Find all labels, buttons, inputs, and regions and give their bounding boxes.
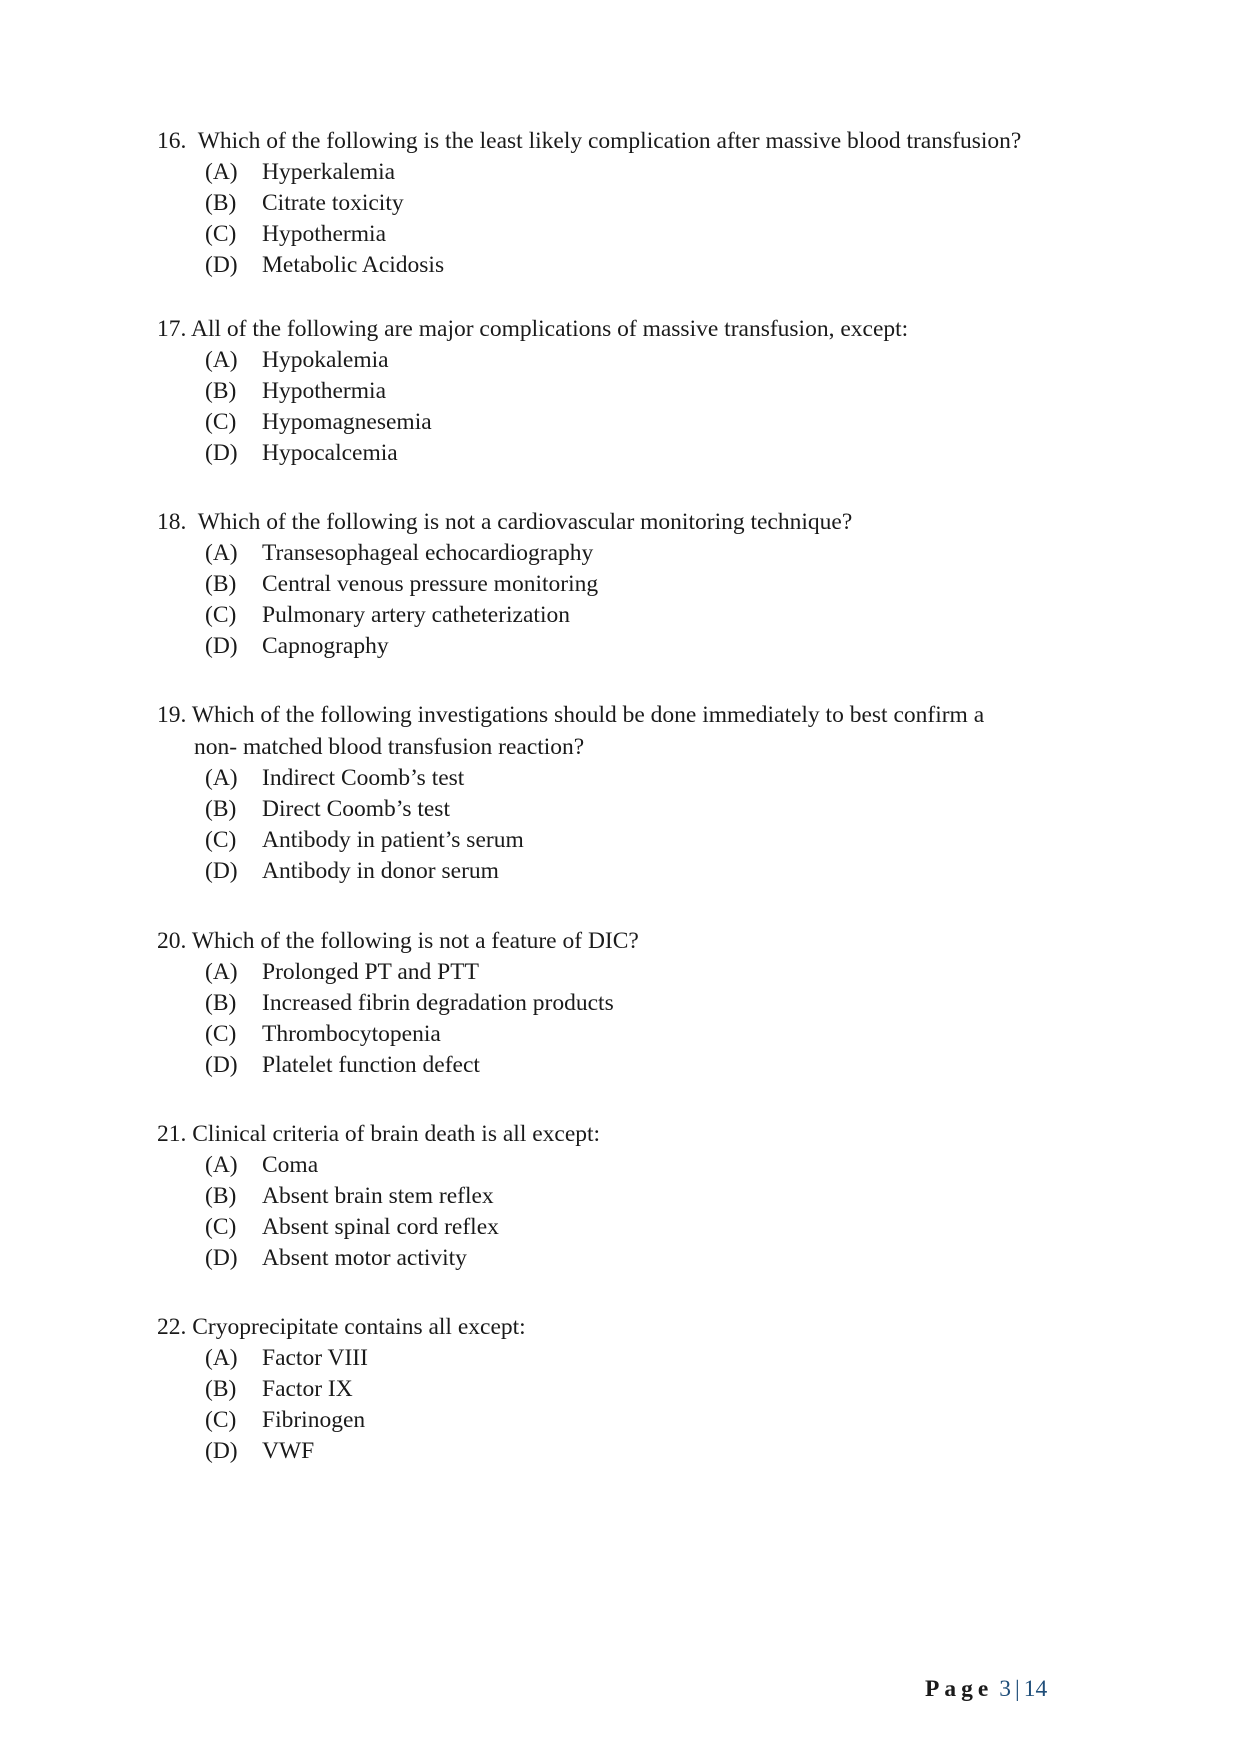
option-a <box>157 957 1097 988</box>
option-text: Hyperkalemia <box>262 159 396 185</box>
option-letter: (D) <box>205 1438 238 1464</box>
question-number: 16. <box>157 128 187 154</box>
option-text: Pulmonary artery catheterization <box>262 602 570 628</box>
option-text: Thrombocytopenia <box>262 1021 441 1047</box>
option-text: Absent spinal cord reflex <box>262 1214 499 1240</box>
question-text: Which of the following is the least likely complication after massive blood transfusion? <box>197 128 1022 154</box>
option-letter: (D) <box>205 1052 238 1078</box>
option-a <box>157 1343 1097 1374</box>
question-text: All of the following are major complications of massive transfusion, except: <box>190 316 909 342</box>
option-a <box>157 1150 1097 1181</box>
option-letter: (B) <box>205 796 237 822</box>
question-stem <box>157 125 1097 157</box>
question-21 <box>157 1118 1097 1274</box>
option-c <box>157 600 1097 631</box>
option-c <box>157 407 1097 438</box>
question-17 <box>157 313 1097 469</box>
question-text: Which of the following is not a cardiovascular monitoring technique? <box>197 509 853 535</box>
option-letter: (A) <box>205 1152 238 1178</box>
option-text: Transesophageal echocardiography <box>262 540 594 566</box>
option-c <box>157 825 1097 856</box>
option-d <box>157 1436 1097 1467</box>
question-text: Which of the following is not a feature of DIC? <box>191 928 639 954</box>
option-c <box>157 219 1097 250</box>
option-letter: (A) <box>205 959 238 985</box>
question-number: 21. <box>157 1121 187 1147</box>
question-stem <box>157 1311 1097 1343</box>
option-letter: (A) <box>205 540 238 566</box>
option-text: Antibody in donor serum <box>262 858 499 884</box>
page-footer <box>925 1676 1047 1703</box>
option-letter: (A) <box>205 765 238 791</box>
question-19 <box>157 699 1097 887</box>
question-stem <box>157 1118 1097 1150</box>
option-text: Hypokalemia <box>262 347 389 373</box>
option-text: Absent brain stem reflex <box>262 1183 494 1209</box>
option-a <box>157 538 1097 569</box>
option-text: Direct Coomb’s test <box>262 796 450 822</box>
option-letter: (B) <box>205 990 237 1016</box>
option-b <box>157 376 1097 407</box>
question-number: 22. <box>157 1314 187 1340</box>
option-letter: (B) <box>205 571 237 597</box>
question-18 <box>157 506 1097 662</box>
page-label: Page <box>925 1676 994 1702</box>
option-letter: (C) <box>205 1021 237 1047</box>
option-letter: (D) <box>205 1245 238 1271</box>
option-text: Indirect Coomb’s test <box>262 765 465 791</box>
option-letter: (D) <box>205 252 238 278</box>
option-c <box>157 1212 1097 1243</box>
option-b <box>157 794 1097 825</box>
question-text: Clinical criteria of brain death is all except: <box>192 1121 601 1147</box>
question-stem <box>157 925 1097 957</box>
option-text: Fibrinogen <box>262 1407 366 1433</box>
question-text: Which of the following investigations should be done immediately to best confirm a <box>191 702 985 728</box>
option-text: Antibody in patient’s serum <box>262 827 524 853</box>
option-list <box>157 763 1097 887</box>
option-letter: (B) <box>205 1376 237 1402</box>
option-list <box>157 957 1097 1081</box>
option-letter: (B) <box>205 190 237 216</box>
option-c <box>157 1019 1097 1050</box>
option-list <box>157 157 1097 281</box>
option-list <box>157 538 1097 662</box>
option-text: Platelet function defect <box>262 1052 480 1078</box>
option-letter: (D) <box>205 633 238 659</box>
option-a <box>157 157 1097 188</box>
question-22 <box>157 1311 1097 1467</box>
question-stem <box>157 506 1097 538</box>
option-letter: (C) <box>205 1407 237 1433</box>
question-number: 17. <box>157 316 187 342</box>
option-b <box>157 988 1097 1019</box>
option-d <box>157 1243 1097 1274</box>
question-stem <box>157 699 1097 763</box>
option-a <box>157 763 1097 794</box>
option-text: Hypomagnesemia <box>262 409 432 435</box>
option-list <box>157 1150 1097 1274</box>
option-a <box>157 345 1097 376</box>
page-separator: | <box>1015 1676 1020 1702</box>
option-list <box>157 1343 1097 1467</box>
option-d <box>157 856 1097 887</box>
option-d <box>157 631 1097 662</box>
question-text: Cryoprecipitate contains all except: <box>192 1314 526 1340</box>
option-c <box>157 1405 1097 1436</box>
option-text: Hypothermia <box>262 221 386 247</box>
question-text-continued: non- matched blood transfusion reaction? <box>194 734 585 760</box>
option-letter: (C) <box>205 221 237 247</box>
question-number: 19. <box>157 702 187 728</box>
option-b <box>157 1374 1097 1405</box>
option-text: Increased fibrin degradation products <box>262 990 614 1016</box>
option-letter: (D) <box>205 858 238 884</box>
option-text: Prolonged PT and PTT <box>262 959 479 985</box>
question-16 <box>157 125 1097 281</box>
question-stem <box>157 313 1097 345</box>
option-letter: (A) <box>205 1345 238 1371</box>
option-b <box>157 188 1097 219</box>
page-total: 14 <box>1023 1676 1048 1702</box>
question-20 <box>157 925 1097 1081</box>
option-letter: (D) <box>205 440 238 466</box>
option-text: Hypothermia <box>262 378 386 404</box>
option-letter: (B) <box>205 1183 237 1209</box>
option-letter: (C) <box>205 409 237 435</box>
option-letter: (B) <box>205 378 237 404</box>
option-text: Factor IX <box>262 1376 353 1402</box>
option-text: Central venous pressure monitoring <box>262 571 599 597</box>
option-text: Absent motor activity <box>262 1245 467 1271</box>
option-letter: (C) <box>205 827 237 853</box>
option-letter: (C) <box>205 602 237 628</box>
option-letter: (A) <box>205 159 238 185</box>
option-text: Capnography <box>262 633 389 659</box>
question-number: 18. <box>157 509 187 535</box>
option-letter: (C) <box>205 1214 237 1240</box>
option-text: Factor VIII <box>262 1345 368 1371</box>
option-b <box>157 569 1097 600</box>
page-number: 3 <box>999 1676 1012 1702</box>
option-text: Metabolic Acidosis <box>262 252 445 278</box>
option-letter: (A) <box>205 347 238 373</box>
option-text: Hypocalcemia <box>262 440 398 466</box>
option-d <box>157 438 1097 469</box>
option-text: Citrate toxicity <box>262 190 404 216</box>
option-text: Coma <box>262 1152 319 1178</box>
option-text: VWF <box>262 1438 315 1464</box>
option-d <box>157 250 1097 281</box>
option-list <box>157 345 1097 469</box>
option-d <box>157 1050 1097 1081</box>
question-number: 20. <box>157 928 187 954</box>
option-b <box>157 1181 1097 1212</box>
